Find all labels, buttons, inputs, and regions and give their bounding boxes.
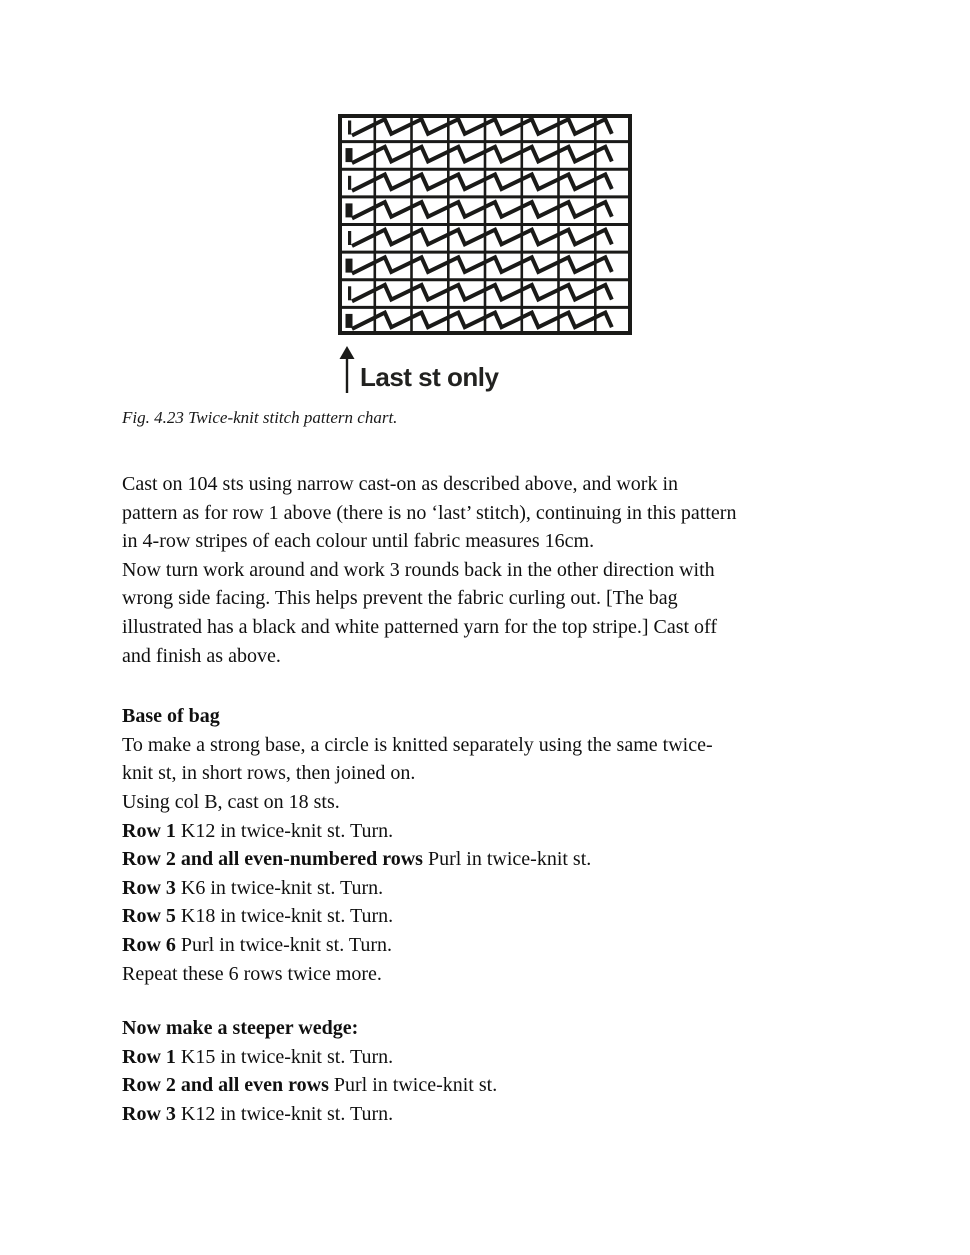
row-text: Purl in twice-knit st. Turn. <box>175 933 393 956</box>
instruction-line <box>122 874 736 903</box>
body-line: pattern as for row 1 above (there is no ‘last’ stitch), continuing in this pattern <box>122 501 737 524</box>
row-label: Row 1 <box>122 1045 176 1068</box>
instruction-line <box>122 817 736 846</box>
row-text: To make a strong base, a circle is knitted separately using the same twice- <box>122 733 713 756</box>
row-label: Row 3 <box>122 876 176 899</box>
section-heading-base: Base of bag <box>122 705 220 728</box>
body-line: wrong side facing. This helps prevent the fabric curling out. [The bag <box>122 587 678 610</box>
row-text: knit st, in short rows, then joined on. <box>122 762 416 785</box>
instruction-line <box>122 1100 736 1129</box>
row-label: Row 5 <box>122 905 176 928</box>
instruction-line <box>122 759 736 788</box>
row-text: K6 in twice-knit st. Turn. <box>175 876 384 899</box>
row-label: Row 6 <box>122 933 176 956</box>
arrow-label: Last st only <box>360 362 499 392</box>
instruction-line <box>122 788 736 817</box>
body-line: illustrated has a black and white patterned yarn for the top stripe.] Cast off <box>122 615 717 638</box>
instruction-line <box>122 931 736 960</box>
body-line: Now turn work around and work 3 rounds back in the other direction with <box>122 558 715 581</box>
row-text: Purl in twice-knit st. <box>328 1074 498 1097</box>
instruction-line <box>122 902 736 931</box>
instruction-line <box>122 960 736 989</box>
instruction-line <box>122 1071 736 1100</box>
row-text: Using col B, cast on 18 sts. <box>122 790 340 813</box>
body-line: in 4-row stripes of each colour until fabric measures 16cm. <box>122 530 595 553</box>
stitch-pattern-chart <box>338 114 632 335</box>
instruction-line <box>122 1043 736 1072</box>
row-label: Row 3 <box>122 1102 176 1125</box>
row-text: Purl in twice-knit st. <box>422 848 592 871</box>
body-line: Cast on 104 sts using narrow cast-on as described above, and work in <box>122 473 678 495</box>
row-label: Row 1 <box>122 819 176 842</box>
body-text <box>122 470 736 1128</box>
row-label: Row 2 and all even-numbered rows <box>122 848 423 871</box>
row-text: K12 in twice-knit st. Turn. <box>175 819 394 842</box>
instruction-line <box>122 731 736 760</box>
instruction-line <box>122 845 736 874</box>
row-text: K12 in twice-knit st. Turn. <box>175 1102 394 1125</box>
row-label: Row 2 and all even rows <box>122 1074 329 1097</box>
section-heading-wedge: Now make a steeper wedge: <box>122 1017 359 1040</box>
row-text: Repeat these 6 rows twice more. <box>122 962 382 985</box>
row-text: K18 in twice-knit st. Turn. <box>175 905 394 928</box>
row-text: K15 in twice-knit st. Turn. <box>175 1045 394 1068</box>
figure-caption: Fig. 4.23 Twice-knit stitch pattern chart. <box>122 408 398 427</box>
body-line: and finish as above. <box>122 644 281 667</box>
last-st-arrow-icon <box>338 346 356 393</box>
